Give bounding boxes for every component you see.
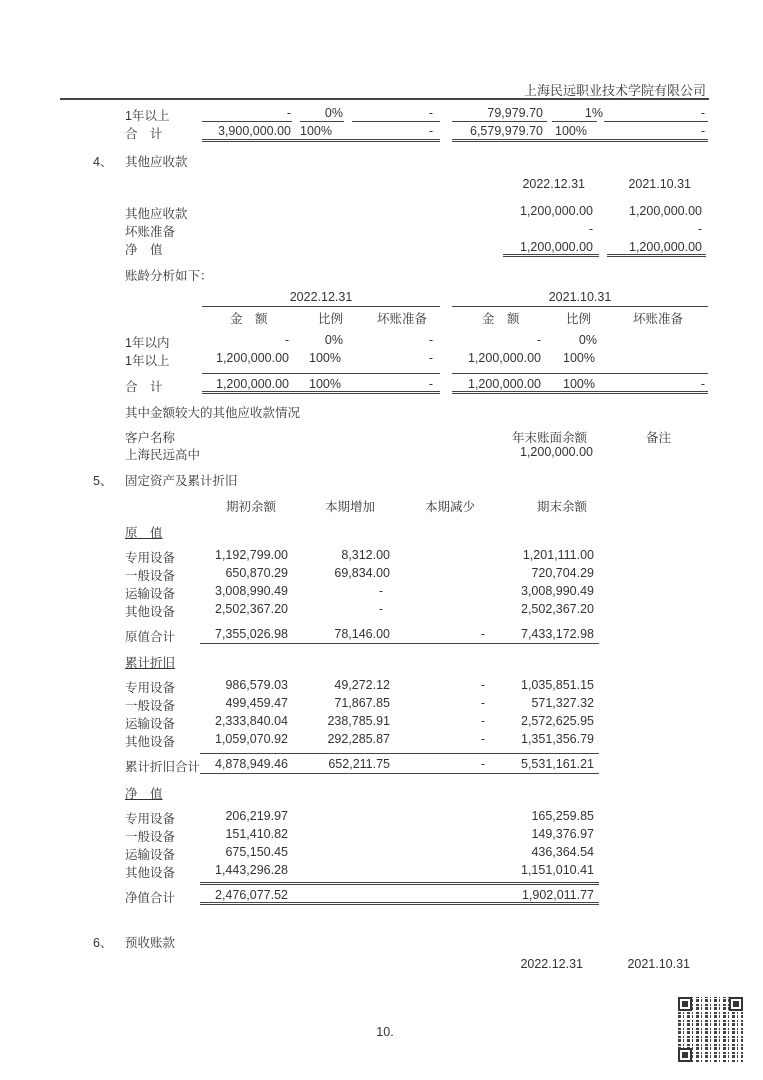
cell: - — [428, 377, 433, 391]
cell: - — [480, 732, 485, 746]
col-header: 本期增加 — [325, 500, 376, 514]
cell: 0% — [324, 333, 343, 347]
cell: 3,900,000.00 — [218, 124, 291, 138]
cell: 1,200,000.00 — [629, 204, 702, 218]
cell: 100% — [555, 124, 587, 138]
row-label: 净 值 — [125, 243, 163, 257]
cell: - — [428, 124, 433, 138]
cell: 100% — [309, 377, 341, 391]
total-label: 累计折旧合计 — [125, 760, 201, 774]
total-label: 原值合计 — [125, 630, 176, 644]
cell: - — [480, 627, 485, 641]
page-number: 10. — [376, 1025, 394, 1039]
cell: 1,035,851.15 — [521, 678, 594, 692]
cell: 7,355,026.98 — [215, 627, 288, 641]
cell: 1,059,070.92 — [215, 732, 288, 746]
cell: 238,785.91 — [327, 714, 390, 728]
section-number: 4、 — [93, 155, 113, 169]
row-label: 其他设备 — [125, 866, 176, 880]
row-label: 一般设备 — [125, 569, 176, 583]
cell: 2,502,367.20 — [215, 602, 288, 616]
major-title: 其中金额较大的其他应收款情况 — [125, 406, 301, 420]
qr-code-icon — [678, 997, 743, 1062]
row-label: 合 计 — [125, 127, 163, 141]
header-rule — [60, 98, 709, 100]
col-header: 金 额 — [482, 312, 520, 326]
cell: 1,200,000.00 — [468, 377, 541, 391]
section-title: 其他应收款 — [125, 155, 188, 169]
cell: 3,008,990.49 — [215, 584, 288, 598]
cell: 1,200,000.00 — [520, 445, 593, 459]
cell: 71,867.85 — [334, 696, 390, 710]
cell: 1,200,000.00 — [629, 240, 702, 254]
cell: - — [697, 222, 702, 236]
row-label: 其他设备 — [125, 605, 176, 619]
cell: - — [700, 377, 705, 391]
row-label: 其他设备 — [125, 735, 176, 749]
row-label: 运输设备 — [125, 717, 176, 731]
row-label: 1年以上 — [125, 354, 170, 368]
cell: 6,579,979.70 — [470, 124, 543, 138]
col-header: 2021.10.31 — [628, 177, 691, 191]
cell: 1,200,000.00 — [216, 377, 289, 391]
cell: 652,211.75 — [328, 757, 390, 771]
section-number: 6、 — [93, 936, 113, 950]
cell: - — [286, 106, 291, 120]
period-header: 2021.10.31 — [548, 290, 612, 304]
row-label: 专用设备 — [125, 551, 176, 565]
cell: 0% — [578, 333, 597, 347]
section-title: 预收账款 — [125, 936, 176, 950]
cell: 206,219.97 — [225, 809, 288, 823]
cell: - — [700, 124, 705, 138]
cell: 0% — [324, 106, 343, 120]
company-header: 上海民远职业技术学院有限公司 — [523, 83, 706, 98]
total-label: 净值合计 — [125, 891, 176, 905]
cell: - — [480, 678, 485, 692]
cell: 1,443,296.28 — [215, 863, 288, 877]
cell: 100% — [300, 124, 332, 138]
cell: 1,200,000.00 — [216, 351, 289, 365]
col-header: 坏账准备 — [633, 312, 684, 326]
cell: - — [428, 333, 433, 347]
col-header: 坏账准备 — [377, 312, 428, 326]
cell: 7,433,172.98 — [521, 627, 594, 641]
cell: - — [480, 757, 485, 771]
cell: 4,878,949.46 — [215, 757, 288, 771]
cell: 675,150.45 — [225, 845, 288, 859]
cell: - — [536, 333, 541, 347]
cell: 78,146.00 — [334, 627, 390, 641]
cell: 165,259.85 — [531, 809, 594, 823]
cell: 1,192,799.00 — [215, 548, 288, 562]
col-header: 备注 — [646, 431, 672, 445]
cell: 1,902,011.77 — [521, 888, 594, 902]
cell: 5,531,161.21 — [521, 757, 594, 771]
cell: 571,327.32 — [531, 696, 594, 710]
col-header: 2021.10.31 — [627, 957, 690, 971]
row-label: 合 计 — [125, 380, 163, 394]
col-header: 2022.12.31 — [520, 957, 583, 971]
cell: 1,201,111.00 — [522, 548, 594, 562]
cell: 1,200,000.00 — [520, 240, 593, 254]
cell: 100% — [309, 351, 341, 365]
cell: 650,870.29 — [225, 566, 288, 580]
cell: 1,151,010.41 — [521, 863, 594, 877]
cell: 2,572,625.95 — [521, 714, 594, 728]
col-header: 比例 — [318, 312, 344, 326]
section-title: 固定资产及累计折旧 — [125, 474, 238, 488]
row-label: 上海民远高中 — [125, 448, 201, 462]
cell: 1,200,000.00 — [468, 351, 541, 365]
cell: 151,410.82 — [225, 827, 288, 841]
col-header: 本期减少 — [425, 500, 476, 514]
cell: - — [428, 351, 433, 365]
cell: 2,476,077.52 — [215, 888, 288, 902]
cell: 69,834.00 — [334, 566, 390, 580]
cell: - — [284, 333, 289, 347]
row-label: 专用设备 — [125, 812, 176, 826]
col-header: 2022.12.31 — [522, 177, 585, 191]
cell: 79,979.70 — [487, 106, 543, 120]
cell: 149,376.97 — [531, 827, 594, 841]
row-label: 1年以内 — [125, 336, 170, 350]
col-header: 客户名称 — [125, 431, 176, 445]
cell: 100% — [563, 377, 595, 391]
cell: 1,351,356.79 — [521, 732, 594, 746]
cell: - — [588, 222, 593, 236]
aging-title: 账龄分析如下： — [125, 269, 213, 283]
row-label: 1年以上 — [125, 109, 170, 123]
col-header: 金 额 — [230, 312, 268, 326]
row-label: 运输设备 — [125, 848, 176, 862]
cell: 100% — [563, 351, 595, 365]
cell: - — [700, 106, 705, 120]
col-header: 期末余额 — [537, 500, 588, 514]
cell: - — [378, 602, 383, 616]
cell: - — [378, 584, 383, 598]
cell: 1% — [584, 106, 603, 120]
row-label: 坏账准备 — [125, 225, 176, 239]
group-title: 累计折旧 — [125, 656, 176, 670]
cell: 1,200,000.00 — [520, 204, 593, 218]
cell: 436,364.54 — [531, 845, 594, 859]
group-title: 净 值 — [125, 787, 163, 801]
cell: - — [480, 696, 485, 710]
col-header: 比例 — [566, 312, 592, 326]
row-label: 一般设备 — [125, 699, 176, 713]
col-header: 期初余额 — [226, 500, 277, 514]
group-title: 原 值 — [125, 526, 163, 540]
cell: 720,704.29 — [531, 566, 594, 580]
cell: 986,579.03 — [225, 678, 288, 692]
period-header: 2022.12.31 — [289, 290, 353, 304]
cell: 2,333,840.04 — [215, 714, 288, 728]
row-label: 其他应收款 — [125, 207, 188, 221]
row-label: 一般设备 — [125, 830, 176, 844]
cell: 49,272.12 — [334, 678, 390, 692]
row-label: 运输设备 — [125, 587, 176, 601]
cell: 499,459.47 — [225, 696, 288, 710]
cell: - — [428, 106, 433, 120]
col-header: 年末账面余额 — [512, 431, 588, 445]
cell: 8,312.00 — [341, 548, 390, 562]
section-number: 5、 — [93, 474, 113, 488]
cell: 2,502,367.20 — [521, 602, 594, 616]
cell: 292,285.87 — [327, 732, 390, 746]
cell: - — [480, 714, 485, 728]
cell: 3,008,990.49 — [521, 584, 594, 598]
row-label: 专用设备 — [125, 681, 176, 695]
